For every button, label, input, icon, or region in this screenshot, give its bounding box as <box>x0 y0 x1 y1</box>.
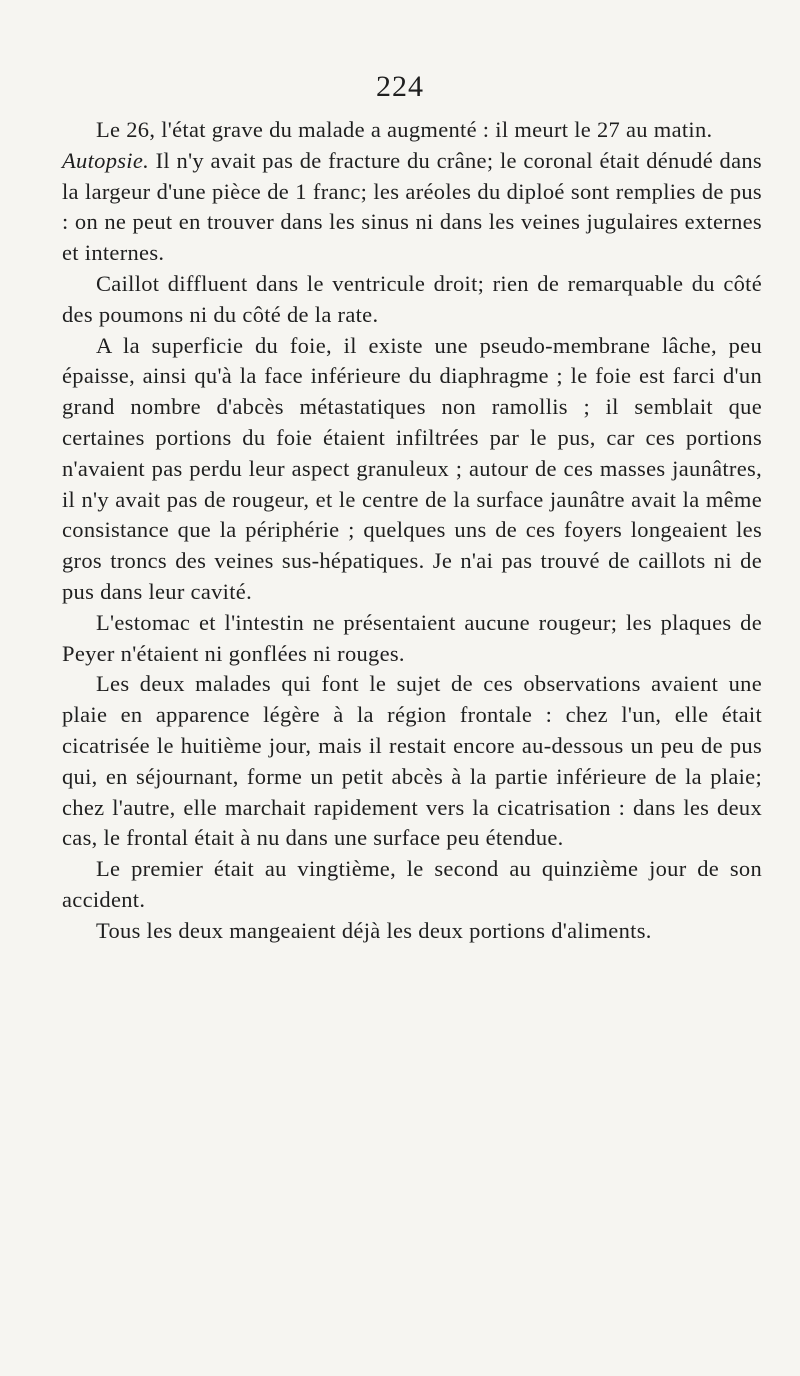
autopsy-text: Il n'y avait pas de fracture du crâne; le coronal était dénudé dans la largeur d'une pièce de 1 franc; les aréoles du diploé sont remplies de pus : on ne peut en trouver dans les sinus ni dans les veines jugulaires externes et internes. <box>62 147 762 266</box>
paragraph-foie: A la superficie du foie, il existe une pseudo-membrane lâche, peu épaisse, ainsi qu'à la face inférieure du diaphragme ; le foie est farci d'un grand nombre d'abcès métastatiques non ramollis ; il semblait que certaines portions du foie étaient infiltrées par le pus, car ces portions n'avaient pas perdu leur aspect granuleux ; autour de ces masses jaunâtres, il n'y avait pas de rougeur, et le centre de la surface jaunâtre avait la même consistance que la périphérie ; quelques uns de ces foyers longeaient les gros troncs des veines sus-hépatiques. Je n'ai pas trouvé de caillots ni de pus dans leur cavité. <box>62 332 762 604</box>
page-number: 224 <box>376 70 424 103</box>
paragraph-autopsy <box>62 146 762 269</box>
paragraph-estomac: L'estomac et l'intestin ne présentaient aucune rougeur; les plaques de Peyer n'étaient ni gonflées ni rouges. <box>62 609 762 666</box>
paragraph-death: Le 26, l'état grave du malade a augmenté : il meurt le 27 au matin. <box>96 117 713 142</box>
paragraph-premier: Le premier était au vingtième, le second au quinzième jour de son accident. <box>62 856 762 912</box>
autopsy-heading: Autopsie. <box>62 147 150 173</box>
paragraph-tous: Tous les deux mangeaient déjà les deux portions d'aliments. <box>96 917 652 943</box>
paragraph-malades: Les deux malades qui font le sujet de ces observations avaient une plaie en apparence légère à la région frontale : chez l'un, elle était cicatrisée le huitième jour, mais il restait encore au-dessous un peu de pus qui, en séjournant, forme un petit abcès à la partie inférieure de la plaie; chez l'autre, elle marchait rapidement vers la cicatrisation : dans les deux cas, le frontal était à nu dans une surface peu étendue. <box>62 671 762 851</box>
paragraph-caillot: Caillot diffluent dans le ventricule droit; rien de remarquable du côté des poumons ni du côté de la rate. <box>62 270 762 327</box>
body-text <box>62 115 762 947</box>
